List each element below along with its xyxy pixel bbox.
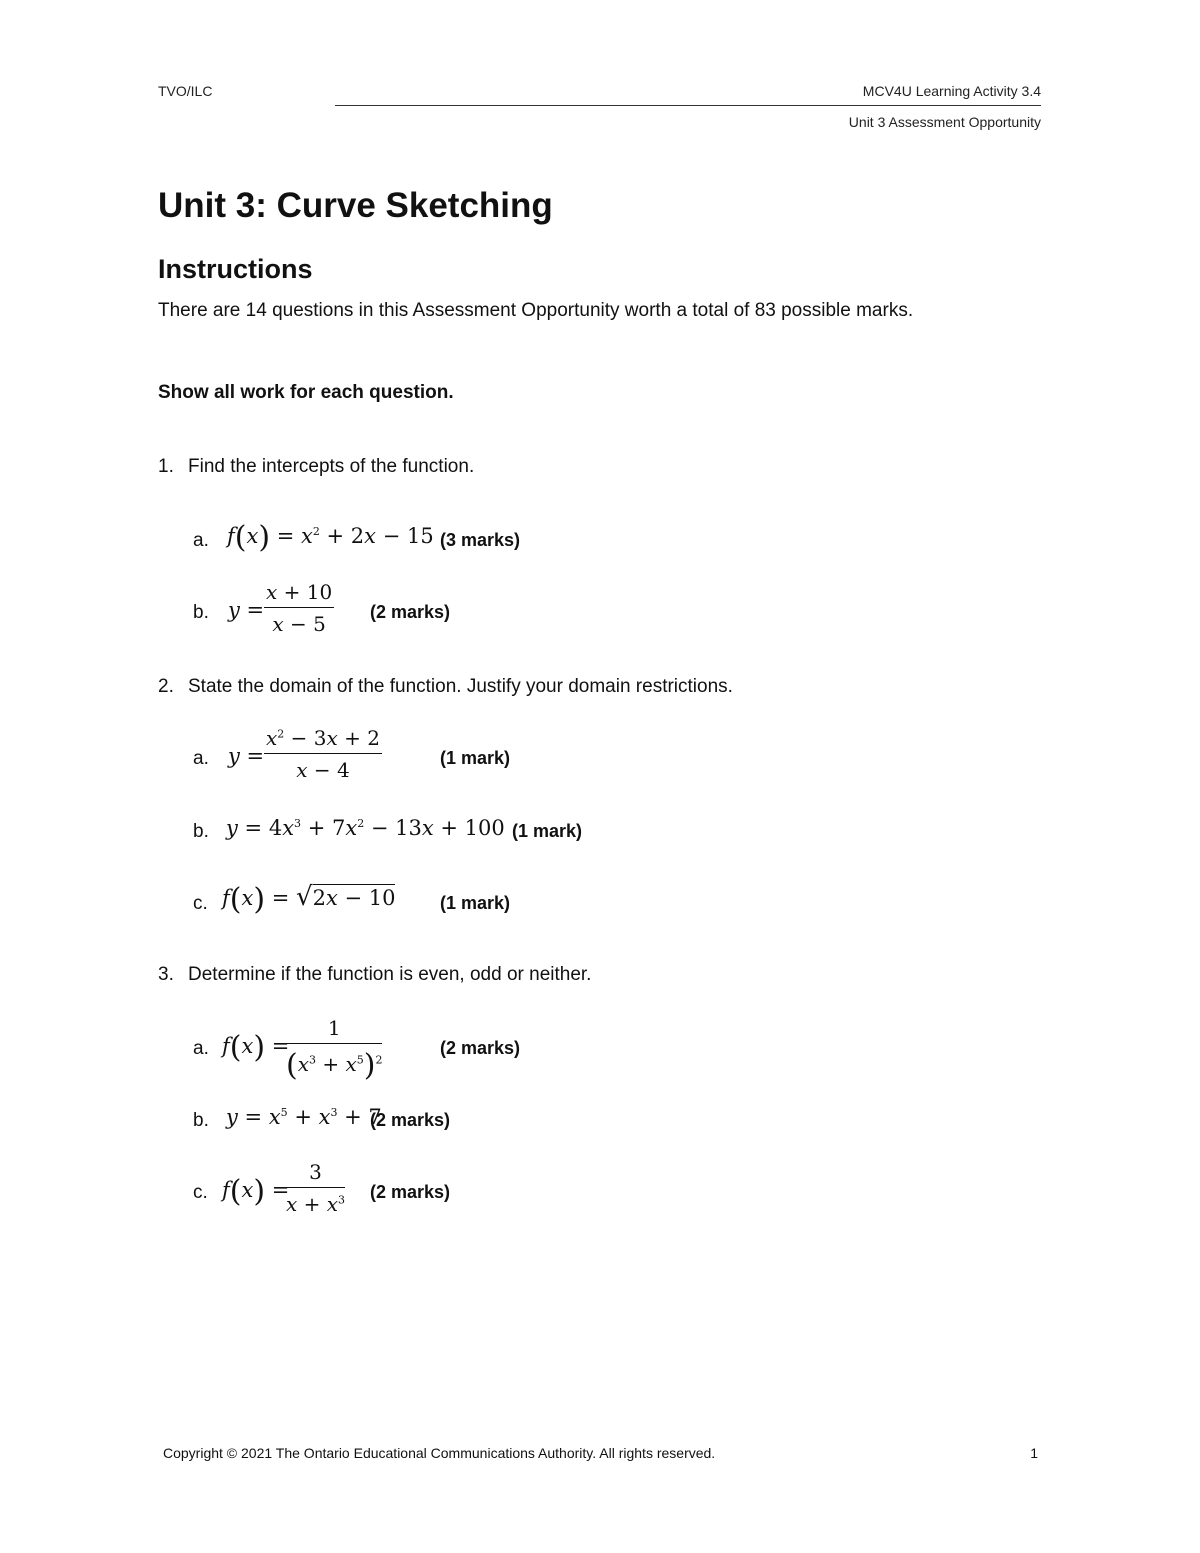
question-3-text: Determine if the function is even, odd or neither. [188,964,592,985]
q1a-label: a. [193,530,209,551]
page-title: Unit 3: Curve Sketching [158,186,553,225]
q1b-lhs: y = [228,598,265,622]
q3b-label: b. [193,1110,209,1131]
header-rule [335,105,1041,106]
instructions-text: There are 14 questions in this Assessment Opportunity worth a total of 83 possible marks. [158,300,914,321]
question-2-number: 2. [158,676,174,697]
q2a-fraction: $\frac{x^2 - 3x + 2}{x - 4}$ [266,726,380,782]
q3a-lhs: f(x) = [222,1030,290,1065]
header-right-bottom: Unit 3 Assessment Opportunity [848,114,1041,130]
header-right-top: MCV4U Learning Activity 3.4 [862,83,1041,99]
q1b-fraction: $\frac{x + 10}{x - 5}$ [266,580,333,636]
q2c-label: c. [193,893,208,914]
q3a-marks: (2 marks) [440,1038,521,1058]
question-2-text: State the domain of the function. Justify your domain restrictions. [188,676,733,697]
q1b-marks: (2 marks) [370,602,451,622]
instructions-heading: Instructions [158,254,313,284]
q3c-marks: (2 marks) [370,1182,451,1202]
q3a-label: a. [193,1038,209,1059]
question-3-number: 3. [158,964,174,985]
q2b-marks: (1 mark) [512,821,583,841]
q3a-fraction: $\frac{1}{(x^3 + x^5)^2}$ [286,1016,383,1083]
q2a-marks: (1 mark) [440,748,511,768]
q3b-equation: $y = x^5 + x^3 + 7$ [226,1105,382,1129]
q2b-label: b. [193,821,209,842]
q3b-marks: (2 marks) [370,1110,451,1130]
q2c-equation: f(x) = √2x − 10 [222,882,396,917]
q2a-lhs: y = [228,744,265,768]
q3c-lhs: f(x) = [222,1174,290,1209]
question-1-text: Find the intercepts of the function. [188,456,475,477]
q3c-fraction: $\frac{3}{x + x^3}$ [286,1160,346,1216]
page-number: 1 [1030,1445,1038,1461]
q2a-label: a. [193,748,209,769]
q3c-label: c. [193,1182,208,1203]
q1a-equation: $f(x) = x^2 + 2x - 15$ [227,520,434,555]
show-work-note: Show all work for each question. [158,382,454,403]
q1b-label: b. [193,602,209,623]
q1a-marks: (3 marks) [440,530,521,550]
footer-copyright: Copyright © 2021 The Ontario Educational Communications Authority. All rights reserved. [163,1445,716,1461]
question-1-number: 1. [158,456,174,477]
q2b-equation: $y = 4x^3 + 7x^2 - 13x + 100$ [226,816,505,840]
header-left: TVO/ILC [158,83,213,99]
q2c-marks: (1 mark) [440,893,511,913]
